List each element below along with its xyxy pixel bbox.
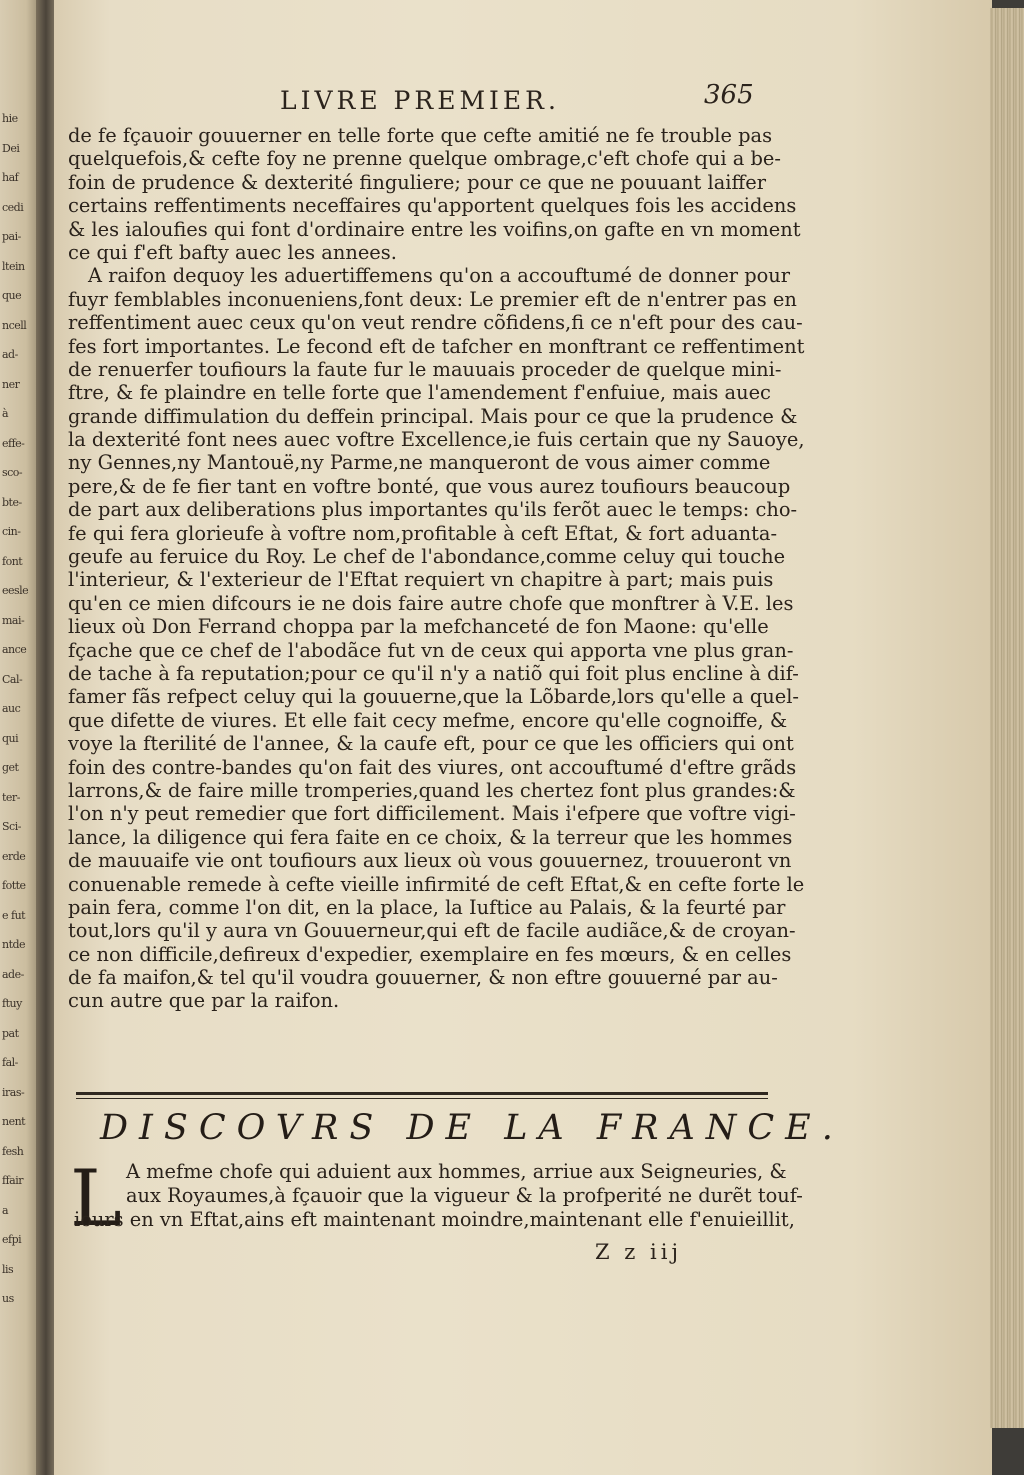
text-line: conuenable remede à cefte vieille infirmité de ceft Eftat,& en cefte forte le (68, 872, 805, 896)
text-line: voye la fterilité de l'annee, & la caufe eft, pour ce que les officiers qui ont (68, 732, 794, 756)
text-line: grande diffimulation du deffein principal. Mais pour ce que la prudence & (68, 404, 798, 428)
text-line: fes fort importantes. Le fecond eft de tafcher en monftrant ce reffentiment (68, 334, 805, 358)
facing-page-fragment: sco- (2, 466, 23, 479)
text-line: que difette de viures. Et elle fait cecy mefme, encore qu'elle cognoiffe, & (68, 708, 788, 732)
facing-page-fragment: ntde (2, 938, 26, 951)
text-line: pere,& de fe fier tant en voftre bonté, que vous aurez toufiours beaucoup (68, 474, 791, 498)
facing-page-fragment: pai- (2, 230, 21, 243)
section-title: DISCOVRS DE LA FRANCE. (100, 1108, 844, 1148)
text-line: fçache que ce chef de l'abodãce fut vn de ceux qui apporta vne plus gran- (68, 638, 794, 662)
drop-initial: L (70, 1154, 122, 1244)
facing-page-fragment: qui (2, 731, 19, 745)
text-line: l'on n'y peut remedier que fort difficilement. Mais i'efpere que voftre vigi- (68, 802, 796, 826)
facing-page-fragment: haf (2, 171, 19, 184)
facing-page-fragment: ffair (2, 1174, 23, 1187)
text-line: reffentiment auec ceux qu'on veut rendre cõfidens,fi ce n'eft pour des cau- (68, 311, 803, 335)
facing-page-fragment: ter- (2, 790, 20, 804)
text-line: larrons,& de faire mille tromperies,quand les chertez font plus grandes:& (68, 778, 796, 802)
facing-page-fragment: font (2, 554, 23, 568)
facing-page-fragment: iras- (2, 1085, 25, 1099)
facing-page-fragment: cin- (2, 525, 21, 538)
facing-page-fragment: lis (2, 1262, 14, 1276)
facing-page-fragment: effe- (2, 436, 25, 450)
facing-page-fragment: get (2, 761, 19, 774)
facing-page-fragment: fal- (2, 1056, 18, 1069)
text-line: l'interieur, & l'exterieur de l'Eftat requiert vn chapitre à part; mais puis (68, 568, 774, 592)
facing-page-fragment: nent (2, 1115, 26, 1128)
text-line: fuyr femblables inconueniens,font deux: Le premier eft de n'entrer pas en (68, 287, 797, 311)
body-text (68, 124, 805, 1013)
facing-page-fragment: Sci- (2, 820, 21, 833)
text-line: de tache à fa reputation;pour ce qu'il n'y a natiõ qui foit plus encline à dif- (68, 661, 799, 685)
text-line: de part aux deliberations plus importantes qu'ils ferõt auec le temps: cho- (68, 498, 798, 522)
text-line: ce non difficile,defireux d'expedier, exemplaire en fes mœurs, & en celles (68, 942, 792, 966)
text-line: geufe au feruice du Roy. Le chef de l'abondance,comme celuy qui touche (68, 545, 786, 569)
facing-page-fragment: à (2, 407, 9, 420)
facing-page-fragment: ftuy (2, 997, 22, 1010)
text-line: foin de prudence & dexterité finguliere; pour ce que ne pouuant laiffer (68, 170, 766, 194)
text-line: cun autre que par la raifon. (68, 989, 340, 1013)
facing-page-fragment: e fut (2, 908, 26, 922)
text-line: qu'en ce mien difcours ie ne dois faire autre chofe que monftrer à V.E. les (68, 591, 794, 615)
text-line: & les ialoufies qui font d'ordinaire entre les voifins,on gafte en vn moment (68, 217, 801, 241)
section-rule-thick (76, 1092, 768, 1095)
facing-page-fragment: ance (2, 643, 27, 656)
running-head: LIVRE PREMIER. (280, 86, 560, 115)
facing-page-fragment: ncell (2, 318, 27, 332)
text-line: de renuerfer toufiours la faute fur le mauuais proceder de quelque mini- (68, 357, 782, 381)
text-line: certains reffentiments neceffaires qu'apportent quelques fois les accidens (68, 194, 797, 218)
text-line: la dexterité font nees auec voftre Excellence,ie fuis certain que ny Sauoye, (68, 428, 805, 452)
facing-page-fragment: mai- (2, 613, 25, 627)
facing-page-fragment: ad- (2, 348, 18, 361)
section-text-line: A mefme chofe qui aduient aux hommes, arriue aux Seigneuries, & (126, 1160, 787, 1183)
section-text (74, 1160, 803, 1232)
facing-page-fragment: erde (2, 849, 26, 863)
facing-page-fragment: que (2, 289, 22, 302)
text-line: ftre, & fe plaindre en telle forte que l'amendement f'enfuiue, mais auec (68, 381, 771, 405)
facing-page-fragment: ltein (2, 259, 25, 273)
page-edges (990, 8, 1024, 1428)
facing-page-fragment: auc (2, 702, 21, 715)
facing-page-fragment: Dei (2, 141, 20, 155)
text-line: lieux où Don Ferrand choppa par la mefchanceté de fon Maone: qu'elle (68, 615, 769, 639)
text-line: pain fera, comme l'on dit, en la place, la Iuftice au Palais, & la feurté par (68, 895, 786, 919)
facing-page-fragment: cedi (2, 200, 24, 214)
text-line: foin des contre-bandes qu'on fait des viures, ont accouftumé d'eftre grãds (68, 755, 797, 779)
facing-page-fragment: fotte (2, 879, 26, 892)
facing-page-fragment: fesh (2, 1144, 24, 1158)
text-line: famer fãs refpect celuy qui la gouuerne,que la Lõbarde,lors qu'elle a quel- (68, 685, 799, 709)
facing-page-fragment: ade- (2, 967, 24, 981)
section-text-line: aux Royaumes,à fçauoir que la vigueur & la profperité ne durẽt touf- (126, 1184, 803, 1207)
text-line: de fa maifon,& tel qu'il voudra gouuerner, & non eftre gouuerné par au- (68, 966, 778, 990)
page-number: 365 (704, 80, 754, 110)
section-text-line: iours en vn Eftat,ains eft maintenant moindre,maintenant elle f'enuieillit, (74, 1208, 795, 1231)
text-line: fe qui fera glorieufe à voftre nom,profitable à ceft Eftat, & fort aduanta- (68, 521, 778, 545)
facing-page-fragment: bte- (2, 495, 22, 509)
facing-page-fragment: efpi (2, 1233, 22, 1246)
facing-page-fragment: a (2, 1203, 9, 1217)
facing-page-fragment: hie (2, 112, 18, 125)
text-line: A raifon dequoy les aduertiffemens qu'on a accouftumé de donner pour (88, 264, 791, 288)
text-line: de fe fçauoir gouuerner en telle forte que cefte amitié ne fe trouble pas (68, 124, 773, 147)
facing-page-fragment: Cal- (2, 672, 23, 686)
signature-mark: Z z iij (595, 1240, 682, 1264)
text-line: lance, la diligence qui fera faite en ce choix, & la terreur que les hommes (68, 825, 793, 849)
facing-page-fragment: ner (2, 377, 20, 391)
section-rule-thin (76, 1098, 768, 1099)
text-line: ny Gennes,ny Mantouë,ny Parme,ne manqueront de vous aimer comme (68, 451, 771, 475)
facing-page-fragment: us (2, 1292, 14, 1305)
facing-page-fragment: eesle (2, 584, 29, 597)
text-line: ce qui f'eft bafty auec les annees. (68, 240, 397, 264)
text-line: tout,lors qu'il y aura vn Gouuerneur,qui eft de facile audiãce,& de croyan- (68, 919, 796, 943)
facing-page-fragment: pat (2, 1026, 19, 1040)
text-line: quelquefois,& cefte foy ne prenne quelque ombrage,c'eft chofe qui a be- (68, 147, 781, 171)
text-line: de mauuaife vie ont toufiours aux lieux où vous gouuernez, trouueront vn (68, 849, 792, 873)
